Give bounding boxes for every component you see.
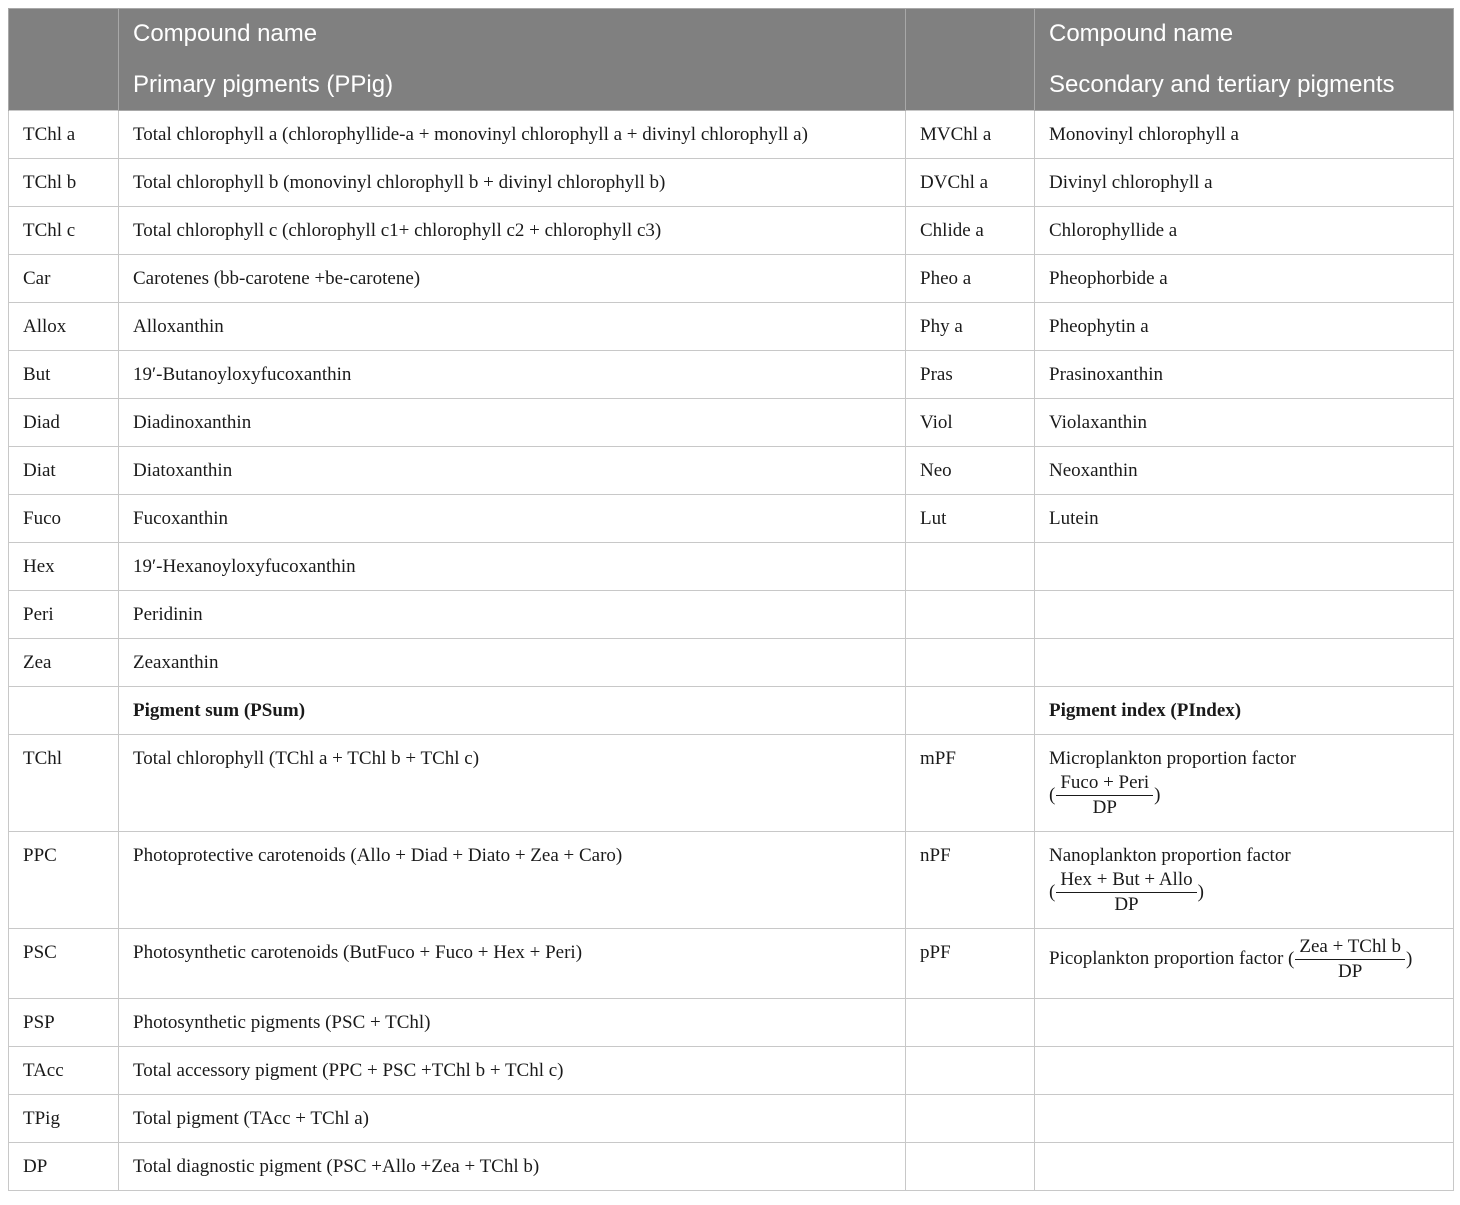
npf-fraction xyxy=(1056,868,1196,917)
header-row-1 xyxy=(9,9,1454,60)
table-row-tchl xyxy=(9,735,1454,832)
name-cell: Total chlorophyll c (chlorophyll c1+ chlorophyll c2 + chlorophyll c3) xyxy=(119,207,906,255)
name-cell: Total chlorophyll (TChl a + TChl b + TChl c) xyxy=(119,735,906,832)
name-cell: 19′-Hexanoyloxyfucoxanthin xyxy=(119,543,906,591)
table-row-psp xyxy=(9,999,1454,1047)
index-cell-npf xyxy=(1035,832,1454,929)
blank-cell xyxy=(906,1095,1035,1143)
abbr-cell: Diad xyxy=(9,399,119,447)
abbr2-cell: pPF xyxy=(906,929,1035,999)
blank-cell xyxy=(1035,1143,1454,1191)
name-cell: Total accessory pigment (PPC + PSC +TChl b + TChl c) xyxy=(119,1047,906,1095)
table-row xyxy=(9,207,1454,255)
name2-cell: Violaxanthin xyxy=(1035,399,1454,447)
mpf-label: Microplankton proportion factor xyxy=(1049,748,1296,769)
pigment-table xyxy=(8,8,1454,1191)
index-cell-mpf xyxy=(1035,735,1454,832)
table-row xyxy=(9,255,1454,303)
blank-cell xyxy=(906,1143,1035,1191)
fraction-numerator: Hex + But + Allo xyxy=(1056,868,1196,893)
abbr2-cell: Pras xyxy=(906,351,1035,399)
table-row xyxy=(9,639,1454,687)
table-row xyxy=(9,111,1454,159)
table-row xyxy=(9,591,1454,639)
npf-label: Nanoplankton proportion factor xyxy=(1049,845,1291,866)
table-row-tpig xyxy=(9,1095,1454,1143)
table-row xyxy=(9,303,1454,351)
table-row xyxy=(9,399,1454,447)
name2-cell xyxy=(1035,543,1454,591)
abbr-cell: But xyxy=(9,351,119,399)
name-cell: Fucoxanthin xyxy=(119,495,906,543)
name-cell: Diadinoxanthin xyxy=(119,399,906,447)
blank-cell xyxy=(1035,1095,1454,1143)
abbr2-cell: DVChl a xyxy=(906,159,1035,207)
table-row-tacc xyxy=(9,1047,1454,1095)
blank-cell xyxy=(906,1047,1035,1095)
abbr-cell: PSP xyxy=(9,999,119,1047)
abbr2-cell: MVChl a xyxy=(906,111,1035,159)
abbr2-cell xyxy=(906,639,1035,687)
close-paren: ) xyxy=(1154,784,1161,806)
open-paren: ( xyxy=(1288,948,1295,970)
abbr-cell: Peri xyxy=(9,591,119,639)
abbr2-cell: Viol xyxy=(906,399,1035,447)
fraction-numerator: Fuco + Peri xyxy=(1056,771,1153,796)
table-row-dp xyxy=(9,1143,1454,1191)
abbr-cell: PPC xyxy=(9,832,119,929)
open-paren: ( xyxy=(1049,784,1056,806)
blank-cell xyxy=(9,687,119,735)
abbr2-cell: Pheo a xyxy=(906,255,1035,303)
table-row-ppc xyxy=(9,832,1454,929)
fraction-numerator: Zea + TChl b xyxy=(1295,935,1405,960)
subheader-row xyxy=(9,687,1454,735)
abbr-cell: DP xyxy=(9,1143,119,1191)
name-cell: Diatoxanthin xyxy=(119,447,906,495)
name2-cell xyxy=(1035,591,1454,639)
name2-cell: Divinyl chlorophyll a xyxy=(1035,159,1454,207)
ppf-label: Picoplankton proportion factor xyxy=(1049,947,1284,969)
abbr2-cell xyxy=(906,591,1035,639)
fraction-denominator: DP xyxy=(1338,961,1363,982)
index-cell-ppf xyxy=(1035,929,1454,999)
abbr-cell: Car xyxy=(9,255,119,303)
abbr2-cell: Neo xyxy=(906,447,1035,495)
name2-cell: Chlorophyllide a xyxy=(1035,207,1454,255)
abbr-cell: TPig xyxy=(9,1095,119,1143)
ppf-fraction xyxy=(1295,935,1405,984)
name-cell: Total pigment (TAcc + TChl a) xyxy=(119,1095,906,1143)
header-blank-abbr xyxy=(9,9,119,111)
table-row xyxy=(9,543,1454,591)
header-compound-name-left: Compound name xyxy=(119,9,906,60)
table-row-psc xyxy=(9,929,1454,999)
header-primary-pigments: Primary pigments (PPig) xyxy=(119,60,906,111)
mpf-fraction xyxy=(1056,771,1153,820)
name2-cell: Monovinyl chlorophyll a xyxy=(1035,111,1454,159)
name-cell: Total diagnostic pigment (PSC +Allo +Zea + TChl b) xyxy=(119,1143,906,1191)
abbr-cell: Zea xyxy=(9,639,119,687)
header-secondary-pigments: Secondary and tertiary pigments xyxy=(1035,60,1454,111)
abbr2-cell: Lut xyxy=(906,495,1035,543)
name2-cell: Lutein xyxy=(1035,495,1454,543)
name2-cell: Prasinoxanthin xyxy=(1035,351,1454,399)
abbr-cell: Allox xyxy=(9,303,119,351)
abbr2-cell: mPF xyxy=(906,735,1035,832)
abbr-cell: TChl b xyxy=(9,159,119,207)
name-cell: Peridinin xyxy=(119,591,906,639)
table-row xyxy=(9,351,1454,399)
table-row xyxy=(9,159,1454,207)
blank-cell xyxy=(1035,1047,1454,1095)
abbr-cell: Fuco xyxy=(9,495,119,543)
abbr-cell: PSC xyxy=(9,929,119,999)
close-paren: ) xyxy=(1406,948,1413,970)
blank-cell xyxy=(906,999,1035,1047)
pigment-index-subheader: Pigment index (PIndex) xyxy=(1035,687,1454,735)
abbr-cell: TChl a xyxy=(9,111,119,159)
header-blank-abbr2 xyxy=(906,9,1035,111)
abbr2-cell: nPF xyxy=(906,832,1035,929)
abbr-cell: TChl c xyxy=(9,207,119,255)
abbr-cell: Hex xyxy=(9,543,119,591)
header-compound-name-right: Compound name xyxy=(1035,9,1454,60)
abbr-cell: TAcc xyxy=(9,1047,119,1095)
name2-cell: Pheophytin a xyxy=(1035,303,1454,351)
name-cell: Carotenes (bb-carotene +be-carotene) xyxy=(119,255,906,303)
name-cell: Total chlorophyll b (monovinyl chlorophyll b + divinyl chlorophyll b) xyxy=(119,159,906,207)
table-row xyxy=(9,495,1454,543)
close-paren: ) xyxy=(1197,881,1204,903)
name2-cell xyxy=(1035,639,1454,687)
open-paren: ( xyxy=(1049,881,1056,903)
fraction-denominator: DP xyxy=(1092,797,1117,818)
abbr2-cell xyxy=(906,543,1035,591)
name-cell: Photosynthetic carotenoids (ButFuco + Fuco + Hex + Peri) xyxy=(119,929,906,999)
blank-cell xyxy=(1035,999,1454,1047)
name2-cell: Pheophorbide a xyxy=(1035,255,1454,303)
abbr2-cell: Phy a xyxy=(906,303,1035,351)
name-cell: Photosynthetic pigments (PSC + TChl) xyxy=(119,999,906,1047)
name-cell: Photoprotective carotenoids (Allo + Diad + Diato + Zea + Caro) xyxy=(119,832,906,929)
abbr-cell: TChl xyxy=(9,735,119,832)
blank-cell xyxy=(906,687,1035,735)
abbr-cell: Diat xyxy=(9,447,119,495)
pigment-sum-subheader: Pigment sum (PSum) xyxy=(119,687,906,735)
fraction-denominator: DP xyxy=(1114,894,1139,915)
name-cell: Total chlorophyll a (chlorophyllide-a + monovinyl chlorophyll a + divinyl chlorophyll a) xyxy=(119,111,906,159)
name-cell: Zeaxanthin xyxy=(119,639,906,687)
header-row-2 xyxy=(9,60,1454,111)
name-cell: Alloxanthin xyxy=(119,303,906,351)
table-row xyxy=(9,447,1454,495)
name2-cell: Neoxanthin xyxy=(1035,447,1454,495)
abbr2-cell: Chlide a xyxy=(906,207,1035,255)
name-cell: 19′-Butanoyloxyfucoxanthin xyxy=(119,351,906,399)
